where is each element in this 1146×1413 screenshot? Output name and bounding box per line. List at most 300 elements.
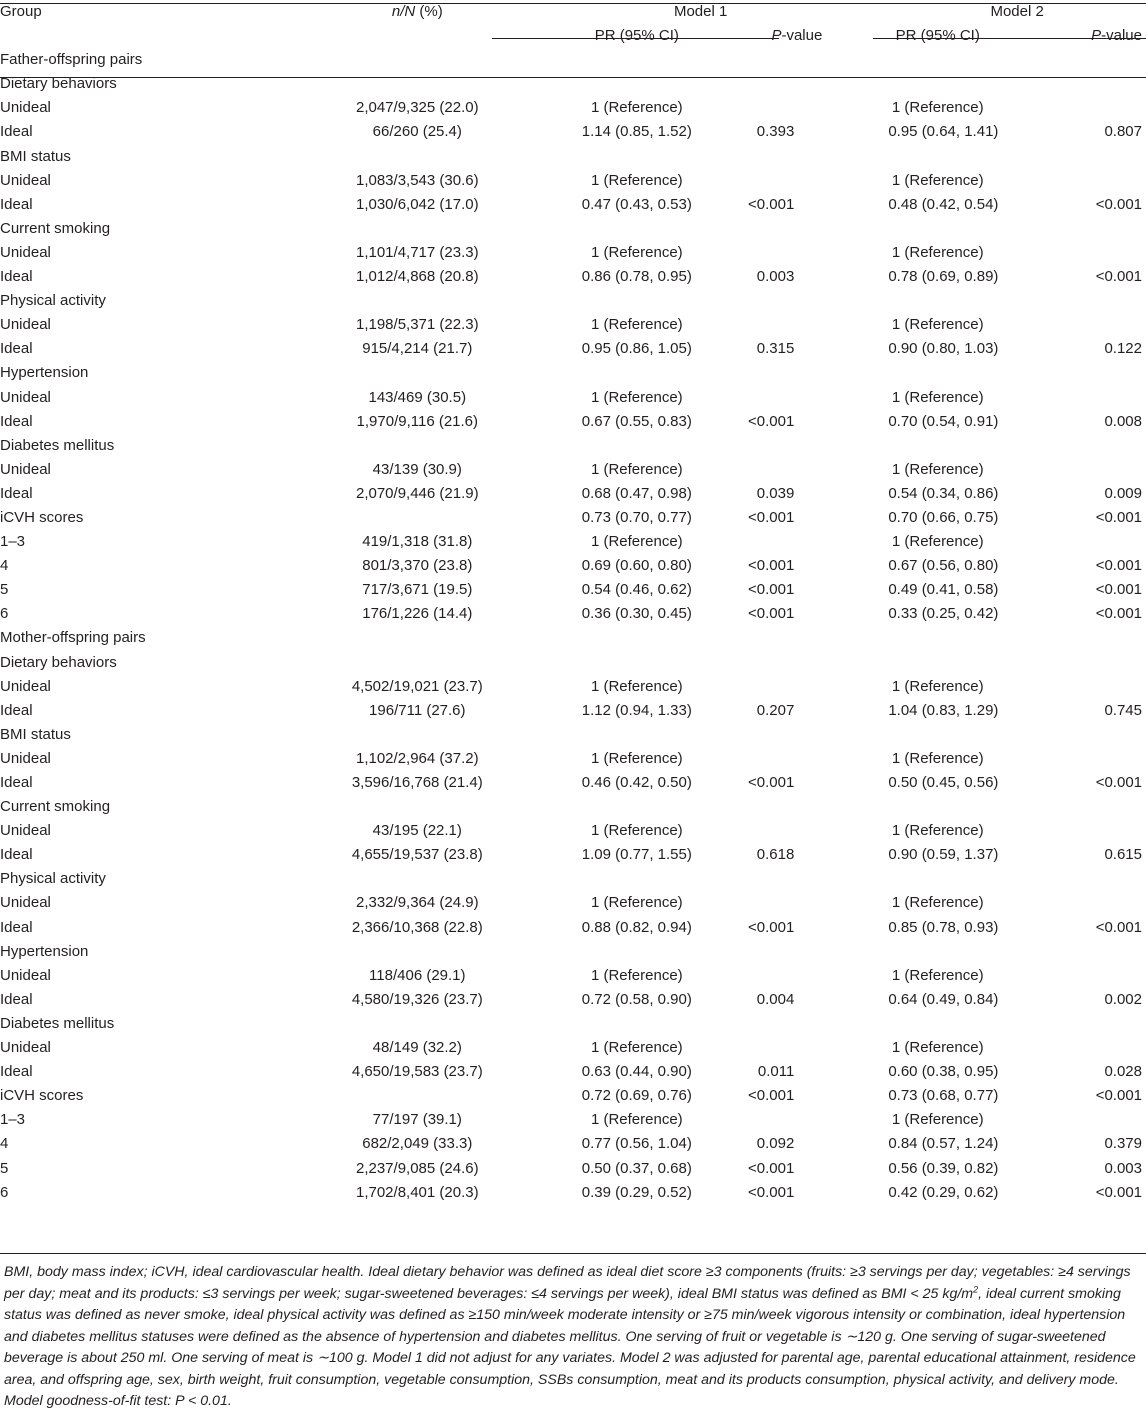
cell-model1-pr: 1 (Reference) <box>590 1039 683 1057</box>
cell-model2-pr: 0.60 (0.38, 0.95) <box>888 1063 999 1081</box>
cell-model1-p: <0.001 <box>748 1087 795 1105</box>
cell-model1-pr <box>573 434 701 458</box>
cell-n-percent: 66/260 (25.4) <box>372 123 462 141</box>
col-header-p2 <box>987 24 1146 48</box>
cell-model1-p: 0.092 <box>756 1135 795 1153</box>
cell-model1-pr: 1 (Reference) <box>590 388 683 406</box>
row-label: Ideal <box>0 846 33 864</box>
cell-model1-p <box>701 795 829 819</box>
cell-model2-pr: 1 (Reference) <box>891 533 984 551</box>
table-row <box>0 265 1146 289</box>
cell-model1-p <box>701 169 829 193</box>
cell-model2-pr <box>828 48 987 72</box>
cell-model1-p <box>701 530 829 554</box>
col-header-model2: Model 2 <box>990 3 1044 20</box>
cell-model2-pr: 0.73 (0.68, 0.77) <box>888 1087 999 1105</box>
cell-model1-p <box>701 819 829 843</box>
cell-n-percent <box>262 48 573 72</box>
cell-model2-pr <box>828 867 987 891</box>
cell-model2-pr: 0.90 (0.59, 1.37) <box>888 846 999 864</box>
cell-n-percent <box>262 626 573 650</box>
cell-model1-p <box>701 626 829 650</box>
section-row <box>0 48 1146 72</box>
cell-model2-p: <0.001 <box>1095 268 1142 286</box>
col-header-p2-rest: -value <box>1101 27 1142 45</box>
cell-model2-p: 0.615 <box>1104 846 1142 864</box>
row-label: Ideal <box>0 774 33 791</box>
row-label: Unideal <box>0 677 51 695</box>
row-label: Ideal <box>0 484 33 502</box>
row-label: 4 <box>0 557 9 575</box>
row-label: Dietary behaviors <box>0 653 117 671</box>
cell-model2-pr: 0.70 (0.54, 0.91) <box>888 412 999 430</box>
cell-n-percent: 1,198/5,371 (22.3) <box>355 316 479 334</box>
cell-model1-p: <0.001 <box>748 557 795 575</box>
row-label: 1–3 <box>0 533 26 551</box>
table-row <box>0 964 1146 988</box>
table-row <box>0 530 1146 554</box>
cell-model1-p: 0.011 <box>757 1063 795 1081</box>
cell-model2-pr <box>828 72 987 96</box>
cell-model2-pr: 0.48 (0.42, 0.54) <box>888 195 999 213</box>
cell-model1-p <box>701 72 829 96</box>
category-row <box>0 289 1146 313</box>
cell-model2-p <box>987 361 1146 385</box>
cell-model2-pr <box>828 361 987 385</box>
cell-model1-pr: 0.50 (0.37, 0.68) <box>581 1159 692 1177</box>
row-label: Diabetes mellitus <box>0 1014 115 1032</box>
table-row <box>0 747 1146 771</box>
row-label: Unideal <box>0 171 51 189</box>
cell-model2-pr: 0.49 (0.41, 0.58) <box>888 581 999 599</box>
cell-model1-pr: 1.09 (0.77, 1.55) <box>581 846 692 864</box>
cell-model1-p <box>701 723 829 747</box>
cell-model1-pr <box>573 361 701 385</box>
cell-model2-p <box>987 72 1146 96</box>
cell-model1-pr: 1 (Reference) <box>590 677 683 695</box>
cell-model1-pr: 0.39 (0.29, 0.52) <box>581 1183 692 1201</box>
cell-model2-pr: 0.33 (0.25, 0.42) <box>888 605 999 623</box>
cell-model2-pr <box>828 795 987 819</box>
cell-model2-p <box>987 145 1146 169</box>
cell-model2-p <box>987 795 1146 819</box>
cell-n-percent: 196/711 (27.6) <box>369 701 466 719</box>
cell-model1-pr: 0.95 (0.86, 1.05) <box>581 340 692 358</box>
cell-model1-p <box>701 1108 829 1132</box>
cell-n-percent: 118/406 (29.1) <box>369 966 466 984</box>
category-row <box>0 867 1146 891</box>
table-row <box>0 1108 1146 1132</box>
table-row <box>0 458 1146 482</box>
cell-model1-p <box>701 964 829 988</box>
cell-model1-p: <0.001 <box>748 1183 795 1201</box>
cell-model1-p: 0.004 <box>756 990 795 1008</box>
cell-model2-pr: 1 (Reference) <box>891 1039 984 1057</box>
table-row <box>0 1181 1146 1205</box>
cell-model1-p <box>701 361 829 385</box>
col-header-p1 <box>701 24 829 48</box>
cell-n-percent: 43/195 (22.1) <box>372 822 462 840</box>
table-footnote <box>4 1262 1142 1413</box>
cell-model1-p: <0.001 <box>748 581 795 599</box>
cell-n-percent: 1,101/4,717 (23.3) <box>355 243 479 261</box>
row-label: Current smoking <box>0 219 111 237</box>
cell-model1-p <box>701 675 829 699</box>
cell-model2-p <box>987 940 1146 964</box>
cell-model2-pr <box>828 723 987 747</box>
cell-model2-pr: 0.84 (0.57, 1.24) <box>888 1135 999 1153</box>
cell-model2-p: 0.008 <box>1104 412 1142 430</box>
category-row <box>0 217 1146 241</box>
cell-model1-pr: 0.77 (0.56, 1.04) <box>581 1135 692 1153</box>
cell-model2-pr: 1 (Reference) <box>891 388 984 406</box>
cell-model1-p: 0.003 <box>756 268 795 286</box>
cell-model1-pr: 0.86 (0.78, 0.95) <box>581 268 692 286</box>
table-row <box>0 120 1146 144</box>
cell-model2-p <box>987 1036 1146 1060</box>
cell-model1-pr: 0.36 (0.30, 0.45) <box>581 605 692 623</box>
cell-n-percent <box>262 506 573 530</box>
cell-model2-p: <0.001 <box>1095 1183 1142 1201</box>
cell-model2-pr: 0.42 (0.29, 0.62) <box>888 1183 999 1201</box>
header-row-1 <box>0 0 1146 24</box>
row-label: Unideal <box>0 822 51 840</box>
cell-model2-pr: 1 (Reference) <box>891 749 984 767</box>
cell-model2-pr <box>828 217 987 241</box>
table-row <box>0 96 1146 120</box>
col-header-p2-italic: P <box>1091 27 1102 45</box>
cell-n-percent: 2,237/9,085 (24.6) <box>355 1159 479 1177</box>
cell-model1-p: <0.001 <box>748 918 795 936</box>
row-label: 6 <box>0 1183 9 1201</box>
cell-model1-p: 0.393 <box>756 123 795 141</box>
col-header-pr1: PR (95% CI) <box>594 27 679 45</box>
cell-model2-pr: 1.04 (0.83, 1.29) <box>888 701 999 719</box>
table-row <box>0 1036 1146 1060</box>
cell-model2-p <box>987 386 1146 410</box>
row-label: Unideal <box>0 99 51 117</box>
table-row <box>0 843 1146 867</box>
cell-model1-p <box>701 217 829 241</box>
table-row <box>0 602 1146 626</box>
cell-model1-pr <box>573 940 701 964</box>
cell-model2-pr: 0.85 (0.78, 0.93) <box>888 918 999 936</box>
cell-model1-p <box>701 313 829 337</box>
cell-n-percent: 1,030/6,042 (17.0) <box>355 195 479 213</box>
row-label: Hypertension <box>0 942 89 960</box>
cell-model1-pr <box>573 48 701 72</box>
cell-model2-p <box>987 964 1146 988</box>
cell-n-percent: 43/139 (30.9) <box>372 460 462 478</box>
cell-model2-pr <box>828 434 987 458</box>
cell-model2-pr: 0.95 (0.64, 1.41) <box>888 123 999 141</box>
cell-n-percent <box>262 1012 573 1036</box>
row-label: Ideal <box>0 340 33 358</box>
cell-model2-p <box>987 867 1146 891</box>
table-bottom-rule <box>0 1253 1146 1254</box>
col-header-p1-italic: P <box>771 27 782 45</box>
category-row <box>0 506 1146 530</box>
table-row <box>0 771 1146 795</box>
cell-model1-p: <0.001 <box>748 195 795 213</box>
cell-n-percent <box>262 940 573 964</box>
cell-n-percent: 1,702/8,401 (20.3) <box>355 1183 479 1201</box>
col-header-n-rest: (%) <box>415 3 443 20</box>
cell-model1-pr: 1 (Reference) <box>590 99 683 117</box>
cell-n-percent: 2,366/10,368 (22.8) <box>351 918 483 936</box>
cell-n-percent: 419/1,318 (31.8) <box>362 533 473 551</box>
cell-model1-pr: 0.72 (0.69, 0.76) <box>581 1087 692 1105</box>
cell-model2-pr: 1 (Reference) <box>891 677 984 695</box>
category-row <box>0 1012 1146 1036</box>
cell-model2-pr: 1 (Reference) <box>891 966 984 984</box>
cell-n-percent: 4,502/19,021 (23.7) <box>351 677 483 695</box>
footnote-part1: BMI, body mass index; iCVH, ideal cardiovascular health. Ideal dietary behavior was defined as ideal diet score ≥3 components (fruits: ≥3 servings per day; vegetables: ≥4 servings per day; meat and its products: ≤3 servings per week; sugar-sweetened beverages: ≤4 servings per week), ideal BMI status was defined as BMI < 25 kg/m <box>4 1264 1131 1302</box>
cell-model1-pr: 0.67 (0.55, 0.83) <box>581 412 692 430</box>
cell-model2-p <box>987 1012 1146 1036</box>
row-label: Hypertension <box>0 364 89 382</box>
cell-model2-p: 0.002 <box>1104 990 1142 1008</box>
cell-model1-p: <0.001 <box>748 1159 795 1177</box>
cell-model2-p <box>987 651 1146 675</box>
cell-model2-p: 0.028 <box>1104 1063 1142 1081</box>
cell-model2-p <box>987 48 1146 72</box>
category-row <box>0 940 1146 964</box>
col-header-pr2: PR (95% CI) <box>895 27 980 45</box>
cell-model2-p <box>987 313 1146 337</box>
cell-model1-p: 0.207 <box>756 701 795 719</box>
table-row <box>0 193 1146 217</box>
cell-model1-pr: 0.63 (0.44, 0.90) <box>581 1063 692 1081</box>
cell-model1-p: <0.001 <box>748 605 795 623</box>
row-label: Dietary behaviors <box>0 75 117 93</box>
row-label: Ideal <box>0 123 33 141</box>
table-row <box>0 482 1146 506</box>
cell-model1-pr: 1 (Reference) <box>590 1111 683 1129</box>
cell-model1-pr: 1 (Reference) <box>590 822 683 840</box>
cell-n-percent: 1,083/3,543 (30.6) <box>355 171 479 189</box>
cell-model2-pr <box>828 651 987 675</box>
cell-model2-p <box>987 169 1146 193</box>
cell-model1-pr <box>573 795 701 819</box>
cell-n-percent: 801/3,370 (23.8) <box>362 557 473 575</box>
table-row <box>0 410 1146 434</box>
cell-n-percent <box>262 723 573 747</box>
cell-n-percent <box>262 72 573 96</box>
row-label: Ideal <box>0 195 33 213</box>
row-label: Diabetes mellitus <box>0 436 115 454</box>
table-row <box>0 916 1146 940</box>
cell-model2-pr <box>828 626 987 650</box>
category-row <box>0 361 1146 385</box>
cell-n-percent: 2,047/9,325 (22.0) <box>355 99 479 117</box>
cell-n-percent <box>262 651 573 675</box>
cell-model1-p <box>701 434 829 458</box>
cell-model2-pr <box>828 940 987 964</box>
cell-model1-p <box>701 48 829 72</box>
cell-n-percent <box>262 1084 573 1108</box>
cell-model2-pr <box>828 1012 987 1036</box>
cell-n-percent: 143/469 (30.5) <box>368 388 467 406</box>
category-row <box>0 795 1146 819</box>
cell-model2-p <box>987 96 1146 120</box>
cell-model2-pr: 1 (Reference) <box>891 99 984 117</box>
cell-n-percent <box>262 361 573 385</box>
row-label: Ideal <box>0 918 33 936</box>
cell-n-percent: 1,970/9,116 (21.6) <box>356 412 479 430</box>
cell-model2-p: <0.001 <box>1095 774 1142 791</box>
category-row <box>0 72 1146 96</box>
cell-model1-pr: 1 (Reference) <box>590 171 683 189</box>
cell-n-percent: 176/1,226 (14.4) <box>362 605 473 623</box>
row-label: Ideal <box>0 268 33 286</box>
cell-model1-pr <box>573 651 701 675</box>
cell-n-percent: 682/2,049 (33.3) <box>362 1135 473 1153</box>
row-label: Unideal <box>0 1039 51 1057</box>
cell-model2-p: <0.001 <box>1095 918 1142 936</box>
row-label: BMI status <box>0 147 71 165</box>
cell-model2-pr: 1 (Reference) <box>891 460 984 478</box>
cell-model1-pr <box>573 289 701 313</box>
row-label: 6 <box>0 605 9 623</box>
cell-model1-pr: 0.88 (0.82, 0.94) <box>581 918 692 936</box>
cell-model2-p: <0.001 <box>1095 557 1142 575</box>
row-label: Unideal <box>0 316 51 334</box>
section-row <box>0 626 1146 650</box>
cell-model2-p: <0.001 <box>1095 1087 1142 1105</box>
cell-model2-p <box>987 819 1146 843</box>
cell-model2-p <box>987 626 1146 650</box>
category-row <box>0 651 1146 675</box>
row-label: Physical activity <box>0 870 106 888</box>
cell-model2-pr: 1 (Reference) <box>891 316 984 334</box>
cell-model1-pr: 1 (Reference) <box>590 533 683 551</box>
category-row <box>0 1084 1146 1108</box>
cell-model2-pr: 0.78 (0.69, 0.89) <box>888 268 999 286</box>
cell-model2-p <box>987 675 1146 699</box>
row-label: Ideal <box>0 990 33 1008</box>
cell-model2-p: <0.001 <box>1095 605 1142 623</box>
cell-n-percent: 48/149 (32.2) <box>372 1039 462 1057</box>
cell-model1-pr: 0.47 (0.43, 0.53) <box>581 195 692 213</box>
category-row <box>0 434 1146 458</box>
row-label: Ideal <box>0 1063 33 1081</box>
cell-n-percent <box>262 867 573 891</box>
cell-model2-pr <box>828 145 987 169</box>
cell-model2-pr: 1 (Reference) <box>891 1111 984 1129</box>
table-row <box>0 988 1146 1012</box>
table-row <box>0 554 1146 578</box>
cell-model1-p <box>701 1036 829 1060</box>
cell-model2-pr: 1 (Reference) <box>891 894 984 912</box>
row-label: Unideal <box>0 966 51 984</box>
cell-model1-p: 0.315 <box>756 340 795 358</box>
cell-model1-pr: 1.14 (0.85, 1.52) <box>581 123 692 141</box>
cell-model1-p <box>701 891 829 915</box>
cell-model1-p <box>701 940 829 964</box>
table-row <box>0 1060 1146 1084</box>
cell-model2-p: 0.745 <box>1104 701 1142 719</box>
cell-model2-p <box>987 747 1146 771</box>
cell-n-percent: 77/197 (39.1) <box>372 1111 462 1129</box>
cell-model1-pr: 0.68 (0.47, 0.98) <box>581 484 692 502</box>
cell-model2-p <box>987 891 1146 915</box>
row-label: Father-offspring pairs <box>0 51 143 69</box>
cell-model2-pr: 1 (Reference) <box>891 822 984 840</box>
cell-n-percent: 2,070/9,446 (21.9) <box>355 484 479 502</box>
table-row <box>0 891 1146 915</box>
row-label: Unideal <box>0 388 51 406</box>
table-row <box>0 337 1146 361</box>
row-label: Mother-offspring pairs <box>0 629 146 647</box>
cell-model2-p: 0.003 <box>1104 1159 1142 1177</box>
cell-n-percent <box>262 145 573 169</box>
cell-n-percent <box>262 217 573 241</box>
cell-model1-p: 0.618 <box>756 846 795 864</box>
row-label: Unideal <box>0 460 51 478</box>
cell-n-percent: 4,650/19,583 (23.7) <box>351 1063 483 1081</box>
cell-n-percent: 3,596/16,768 (21.4) <box>351 774 483 791</box>
cell-model2-pr: 0.56 (0.39, 0.82) <box>888 1159 999 1177</box>
cell-model2-pr: 1 (Reference) <box>891 171 984 189</box>
cell-model1-pr <box>573 1012 701 1036</box>
cell-model1-p: <0.001 <box>748 774 795 791</box>
row-label: 5 <box>0 1159 9 1177</box>
cell-model2-pr: 0.67 (0.56, 0.80) <box>888 557 999 575</box>
cell-model1-p <box>701 96 829 120</box>
cell-model1-pr: 1 (Reference) <box>590 243 683 261</box>
cell-model1-pr: 0.54 (0.46, 0.62) <box>581 581 692 599</box>
cell-model1-p <box>701 145 829 169</box>
cell-model1-pr <box>573 867 701 891</box>
cell-model1-pr: 0.72 (0.58, 0.90) <box>581 990 692 1008</box>
cell-model2-p: <0.001 <box>1095 195 1142 213</box>
cell-model2-p: 0.807 <box>1104 123 1142 141</box>
cell-model1-p <box>701 747 829 771</box>
footnote-superscript: 2 <box>973 1283 979 1294</box>
row-label: 1–3 <box>0 1111 26 1129</box>
col-header-n-italic: n/N <box>391 3 416 20</box>
cell-model1-p <box>701 241 829 265</box>
row-label: Unideal <box>0 894 51 912</box>
cell-model2-p <box>987 723 1146 747</box>
cell-model1-pr <box>573 72 701 96</box>
table-row <box>0 313 1146 337</box>
cell-n-percent <box>262 795 573 819</box>
row-label: BMI status <box>0 725 71 743</box>
category-row <box>0 145 1146 169</box>
col-header-group: Group <box>0 3 42 20</box>
cell-model2-pr: 0.64 (0.49, 0.84) <box>888 990 999 1008</box>
category-row <box>0 723 1146 747</box>
table-row <box>0 386 1146 410</box>
table-row <box>0 819 1146 843</box>
cell-n-percent: 1,012/4,868 (20.8) <box>355 268 479 286</box>
col-header-p1-rest: -value <box>781 27 823 45</box>
cell-model2-pr: 1 (Reference) <box>891 243 984 261</box>
cell-model2-p: <0.001 <box>1095 508 1142 526</box>
cell-model2-pr: 0.90 (0.80, 1.03) <box>888 340 999 358</box>
table-row <box>0 675 1146 699</box>
cell-n-percent <box>262 289 573 313</box>
table-row <box>0 699 1146 723</box>
cell-model1-p <box>701 867 829 891</box>
cell-model1-pr: 1 (Reference) <box>590 749 683 767</box>
table-row <box>0 578 1146 602</box>
cell-model2-p <box>987 217 1146 241</box>
row-label: Ideal <box>0 701 33 719</box>
cell-n-percent: 2,332/9,364 (24.9) <box>355 894 479 912</box>
